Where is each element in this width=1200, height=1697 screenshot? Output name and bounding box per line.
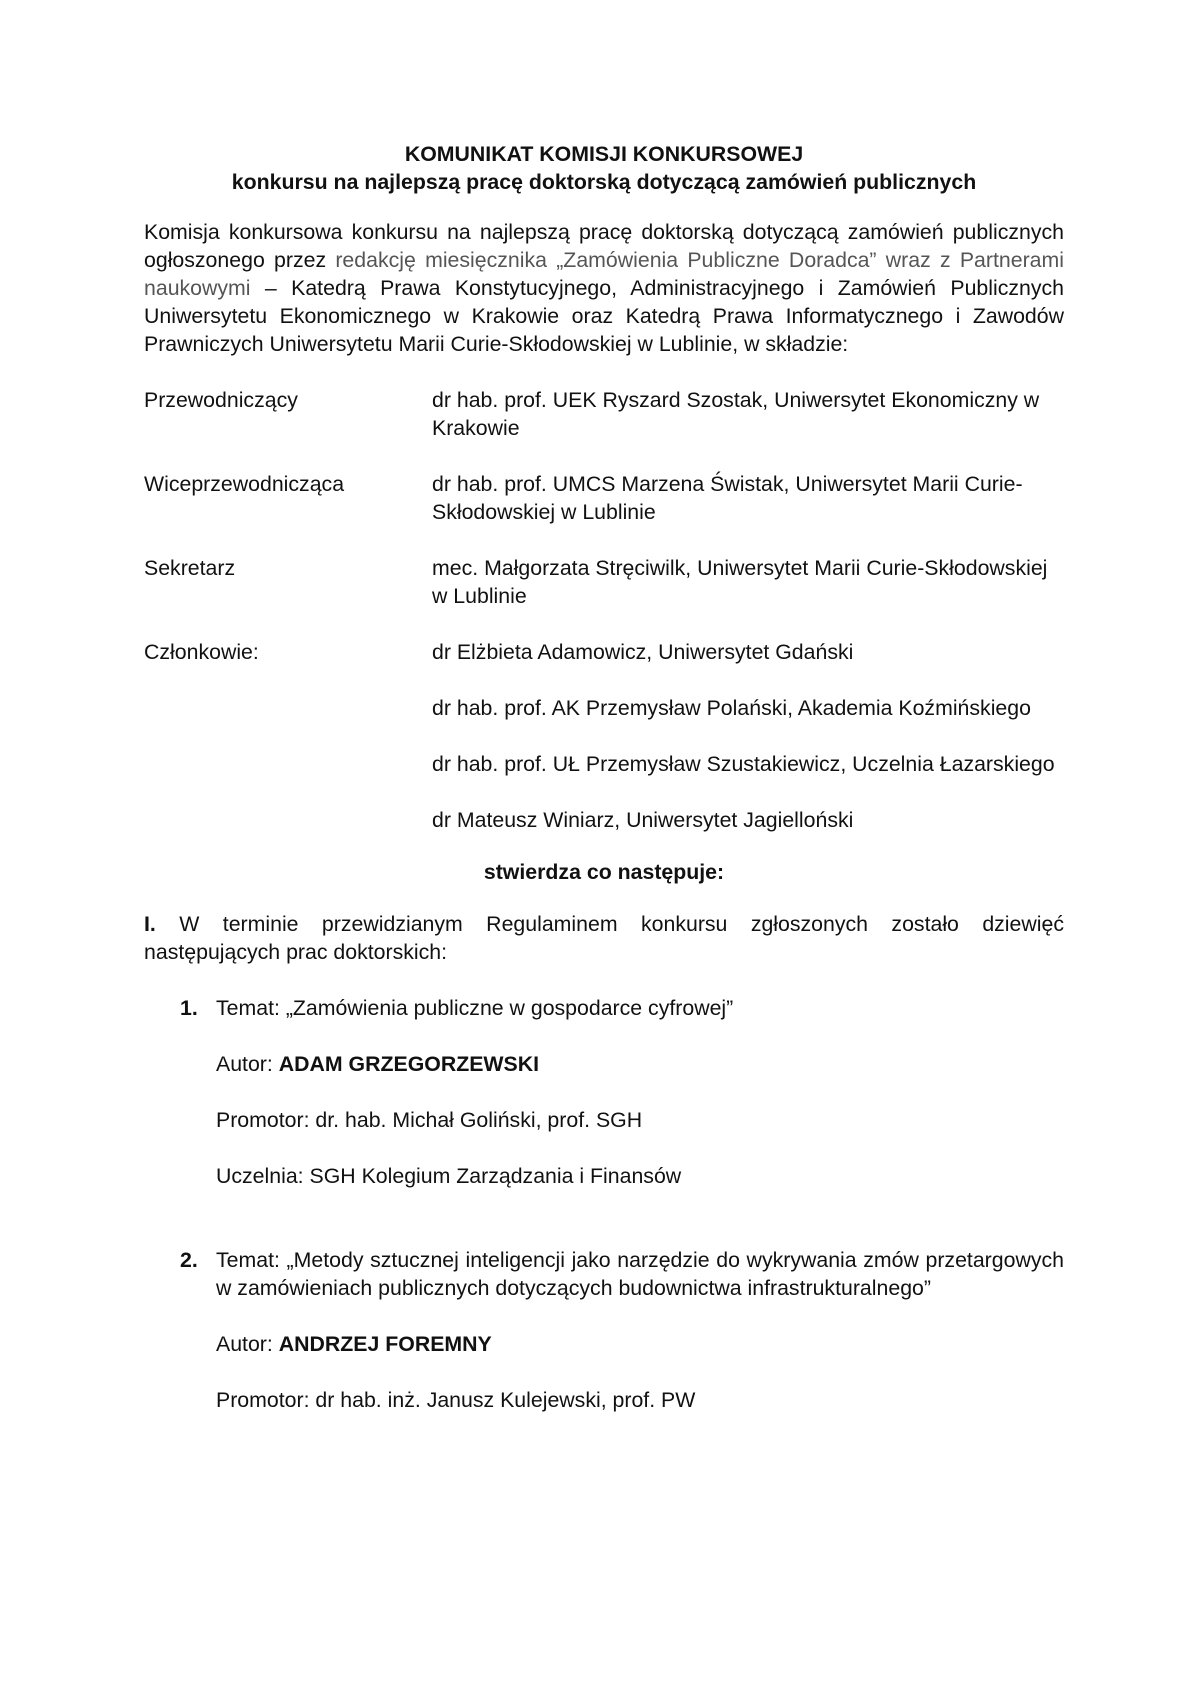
work-number: 2. xyxy=(180,1248,198,1272)
intro-text-part1: Komisja konkursowa konkursu na najlepszą pracę doktorską dotyczącą zamówień publicznych ogłoszonego przez xyxy=(144,220,1064,272)
work-author xyxy=(216,1050,1064,1078)
intro-text-part3: – Katedrą Prawa Konstytucyjnego, Administracyjnego i Zamówień Publicznych Uniwersytetu Ekonomicznego w Krakowie oraz Katedrą Prawa Informatycznego i Zawodów Prawniczych Uniwersytetu Marii Curie-Skłodowskiej w Lublinie, w składzie: xyxy=(144,276,1064,356)
committee-roster xyxy=(144,386,1064,834)
committee-member: dr hab. prof. AK Przemysław Polański, Akademia Koźmińskiego xyxy=(432,696,1031,720)
committee-role: Sekretarz xyxy=(144,556,236,580)
section-1 xyxy=(144,910,1064,966)
committee-member: dr Mateusz Winiarz, Uniwersytet Jagielloński xyxy=(432,808,854,832)
document-page xyxy=(144,140,1064,1470)
intro-paragraph xyxy=(144,218,1064,358)
committee-role: Wiceprzewodnicząca xyxy=(144,472,345,496)
committee-member: dr hab. prof. UEK Ryszard Szostak, Uniwersytet Ekonomiczny w Krakowie xyxy=(432,388,1040,440)
author-name: ADAM GRZEGORZEWSKI xyxy=(278,1052,540,1076)
work-body xyxy=(216,1246,1064,1442)
committee-row-secretary xyxy=(144,554,1064,610)
work-item xyxy=(180,994,1064,1218)
committee-members xyxy=(432,554,1064,610)
committee-row-vice-chair xyxy=(144,470,1064,526)
statement-heading: stwierdza co następuje: xyxy=(483,860,725,884)
committee-members xyxy=(432,470,1064,526)
work-author xyxy=(216,1330,1064,1358)
committee-role: Przewodniczący xyxy=(144,388,298,412)
committee-row-members xyxy=(144,638,1064,834)
document-title: KOMUNIKAT KOMISJI KONKURSOWEJ xyxy=(404,142,804,166)
section-text: W terminie przewidzianym Regulaminem konkursu zgłoszonych zostało dziewięć następujących prac doktorskich: xyxy=(144,912,1064,964)
section-numeral: I. xyxy=(144,912,156,936)
works-list xyxy=(144,994,1064,1442)
committee-row-chair xyxy=(144,386,1064,442)
work-number: 1. xyxy=(180,996,198,1020)
work-topic: Temat: „Zamówienia publiczne w gospodarce cyfrowej” xyxy=(216,996,734,1020)
author-label: Autor: xyxy=(216,1332,279,1356)
committee-member: dr Elżbieta Adamowicz, Uniwersytet Gdański xyxy=(432,640,854,664)
work-topic: Temat: „Metody sztucznej inteligencji jako narzędzie do wykrywania zmów przetargowych w zamówieniach publicznych dotyczących budownictwa infrastrukturalnego” xyxy=(216,1248,1064,1300)
work-promoter: Promotor: dr hab. inż. Janusz Kulejewski, prof. PW xyxy=(216,1388,696,1412)
work-promoter: Promotor: dr. hab. Michał Goliński, prof. SGH xyxy=(216,1108,643,1132)
work-university: Uczelnia: SGH Kolegium Zarządzania i Finansów xyxy=(216,1164,682,1188)
author-label: Autor: xyxy=(216,1052,279,1076)
committee-member: dr hab. prof. UŁ Przemysław Szustakiewicz, Uczelnia Łazarskiego xyxy=(432,752,1055,776)
intro-text-gray: redakcję miesięcznika „Zamówienia Publiczne Doradca” wraz z Partnerami naukowymi xyxy=(144,248,1064,300)
document-subtitle: konkursu na najlepszą pracę doktorską dotyczącą zamówień publicznych xyxy=(231,170,977,194)
committee-members xyxy=(432,386,1064,442)
work-body xyxy=(216,994,1064,1218)
committee-role: Członkowie: xyxy=(144,640,259,664)
committee-members xyxy=(432,638,1064,834)
author-name: ANDRZEJ FOREMNY xyxy=(278,1332,492,1356)
committee-member: dr hab. prof. UMCS Marzena Świstak, Uniwersytet Marii Curie-Skłodowskiej w Lublinie xyxy=(432,472,1023,524)
committee-member: mec. Małgorzata Stręciwilk, Uniwersytet Marii Curie-Skłodowskiej w Lublinie xyxy=(432,556,1048,608)
work-item xyxy=(180,1246,1064,1442)
